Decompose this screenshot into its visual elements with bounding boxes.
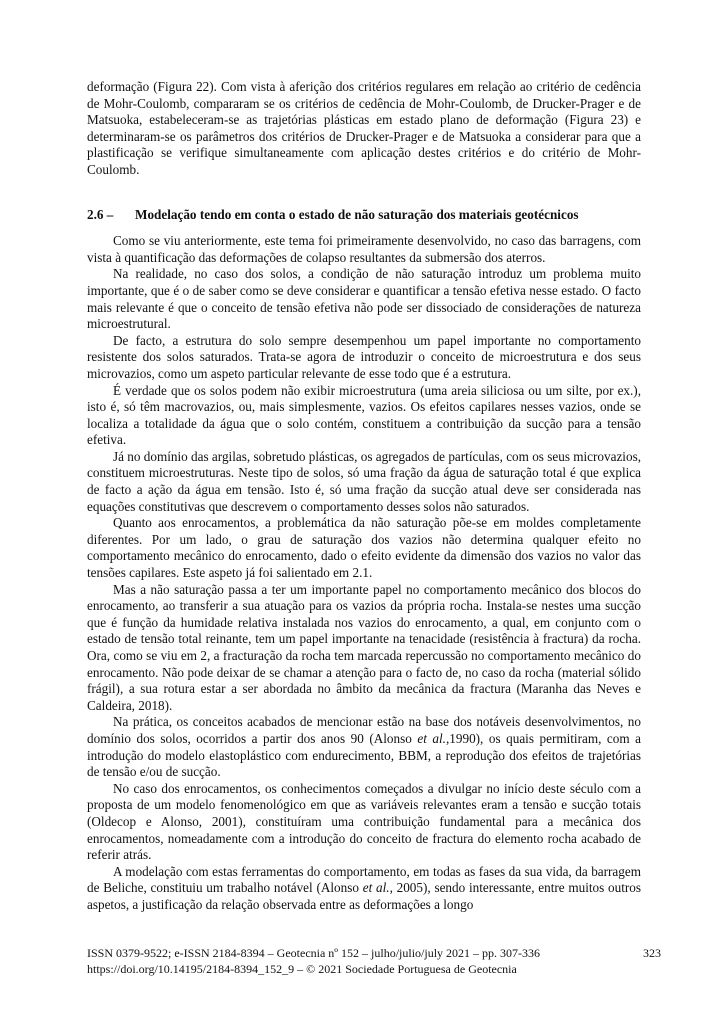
page-footer <box>87 945 661 977</box>
paragraph: Na realidade, no caso dos solos, a condição de não saturação introduz um problema muito importante, que é o de saber como se deve considerar e quantificar a tensão efetiva nesse estado. O facto mais relevante é que o conceito de tensão efetiva não pode ser dissociado de considerações de natureza microestrutural. <box>87 266 641 332</box>
page-number: 323 <box>643 946 661 960</box>
et-al-italic: et al. <box>362 880 390 896</box>
intro-paragraph: deformação (Figura 22). Com vista à aferição dos critérios regulares em relação ao critério de cedência de Mohr-Coulomb, compararam se os critérios de cedência de Mohr-Coulomb, de Drucker-Prager e de Matsuoka, estabeleceram-se as trajetórias plásticas em estado plano de deformação (Figura 23) e determinaram-se os parâmetros dos critérios de Drucker-Prager e de Matsuoka a considerar para que a plastificação se verifique simultaneamente com aplicação destes critérios e do critério de Mohr-Coulomb. <box>87 79 641 177</box>
journal-citation: ISSN 0379-9522; e-ISSN 2184-8394 – Geotecnia nº 152 – julho/julio/july 2021 – pp. 307-336 <box>87 946 541 960</box>
paragraph: Na prática, os conceitos acabados de mencionar estão na base dos notáveis desenvolvimentos, no domínio dos solos, ocorridos a partir dos anos 90 (Alonso et al.,1990), os quais permitiram, com a introdução do modelo elastoplástico com endurecimento, BBM, a reprodução dos efeitos de trajetórias de tensão e/ou de sucção. <box>87 714 641 780</box>
article-body <box>87 79 641 914</box>
paragraph: De facto, a estrutura do solo sempre desempenhou um papel importante no comportamento resistente dos solos saturados. Trata-se agora de introduzir o conceito de microestrutura e dos seus microvazios, como um aspeto particular relevante de esse todo que é a estrutura. <box>87 332 641 381</box>
section-number: 2.6 – <box>87 206 114 222</box>
et-al-italic: et al. <box>417 730 446 746</box>
paragraph: A modelação com estas ferramentas do comportamento, em todas as fases da sua vida, da barragem de Beliche, constituiu um trabalho notável (Alonso et al., 2005), sendo interessante, entre muitos outros aspetos, a justificação da relação observada entre as deformações a longo <box>87 863 642 912</box>
paragraph: Como se viu anteriormente, este tema foi primeiramente desenvolvido, no caso das barragens, com vista à quantificação das deformações de colapso resultantes da submersão dos aterros. <box>87 233 641 265</box>
paragraph: No caso dos enrocamentos, os conhecimentos começados a divulgar no início deste século com a proposta de um modelo fenomenológico em que as variáveis relevantes eram a tensão e sucção totais (Oldecop e Alonso, 2001), constituíram uma contribuição fundamental para a mecânica dos enrocamentos, nomeadamente com a introdução do conceito de fractura do elemento rocha acabado de referir atrás. <box>87 780 641 863</box>
paragraph: Mas a não saturação passa a ter um importante papel no comportamento mecânico dos blocos do enrocamento, ao transferir a sua atuação para os vazios da própria rocha. Instala-se nestes uma sucção que é função da humidade relativa instalada nos vazios do enrocamento, a qual, em conjunto com o estado de tensão total reinante, tem um papel importante na tenacidade (resistência à fractura) da rocha. Ora, como se viu em 2, a fracturação da rocha tem marcada repercussão no comportamento mecânico do enrocamento. Não pode deixar de se chamar a atenção para o facto de, no caso da rocha (material sólido frágil), a sua rotura estar a ser abordada no âmbito da mecânica da fractura (Maranha das Neves e Caldeira, 2018). <box>87 581 641 713</box>
doi-link[interactable]: https://doi.org/10.14195/2184-8394_152_9 – © 2021 Sociedade Portuguesa de Geotecnia <box>87 962 517 976</box>
paragraph: Já no domínio das argilas, sobretudo plásticas, os agregados de partículas, com os seus microvazios, constituem microestruturas. Neste tipo de solos, só uma fração da água de saturação total é que explica de facto a ação da água em tensão. Isto é, só uma fração da sucção atual deve ser considerada nas equações constitutivas que descrevem o comportamento desses solos não saturados. <box>87 448 641 514</box>
footer-citation-line <box>87 945 661 961</box>
section-title: Modelação tendo em conta o estado de não saturação dos materiais geotécnicos <box>135 206 579 222</box>
section-heading <box>87 207 641 224</box>
paragraph: Quanto aos enrocamentos, a problemática da não saturação põe-se em moldes completamente diferentes. Por um lado, o grau de saturação dos vazios não determina qualquer efeito no comportamento mecânico do enrocamento, dado o efeito evidente da dimensão dos vazios no valor das tensões capilares. Este aspeto já foi salientado em 2.1. <box>87 515 641 581</box>
paragraph: É verdade que os solos podem não exibir microestrutura (uma areia siliciosa ou um silte, por ex.), isto é, só têm macrovazios, ou, mais simplesmente, vazios. Os efeitos capilares nesses vazios, onde se localiza a totalidade da água que o solo contém, constituem a contribuição da sucção para a tensão efetiva. <box>87 382 641 448</box>
